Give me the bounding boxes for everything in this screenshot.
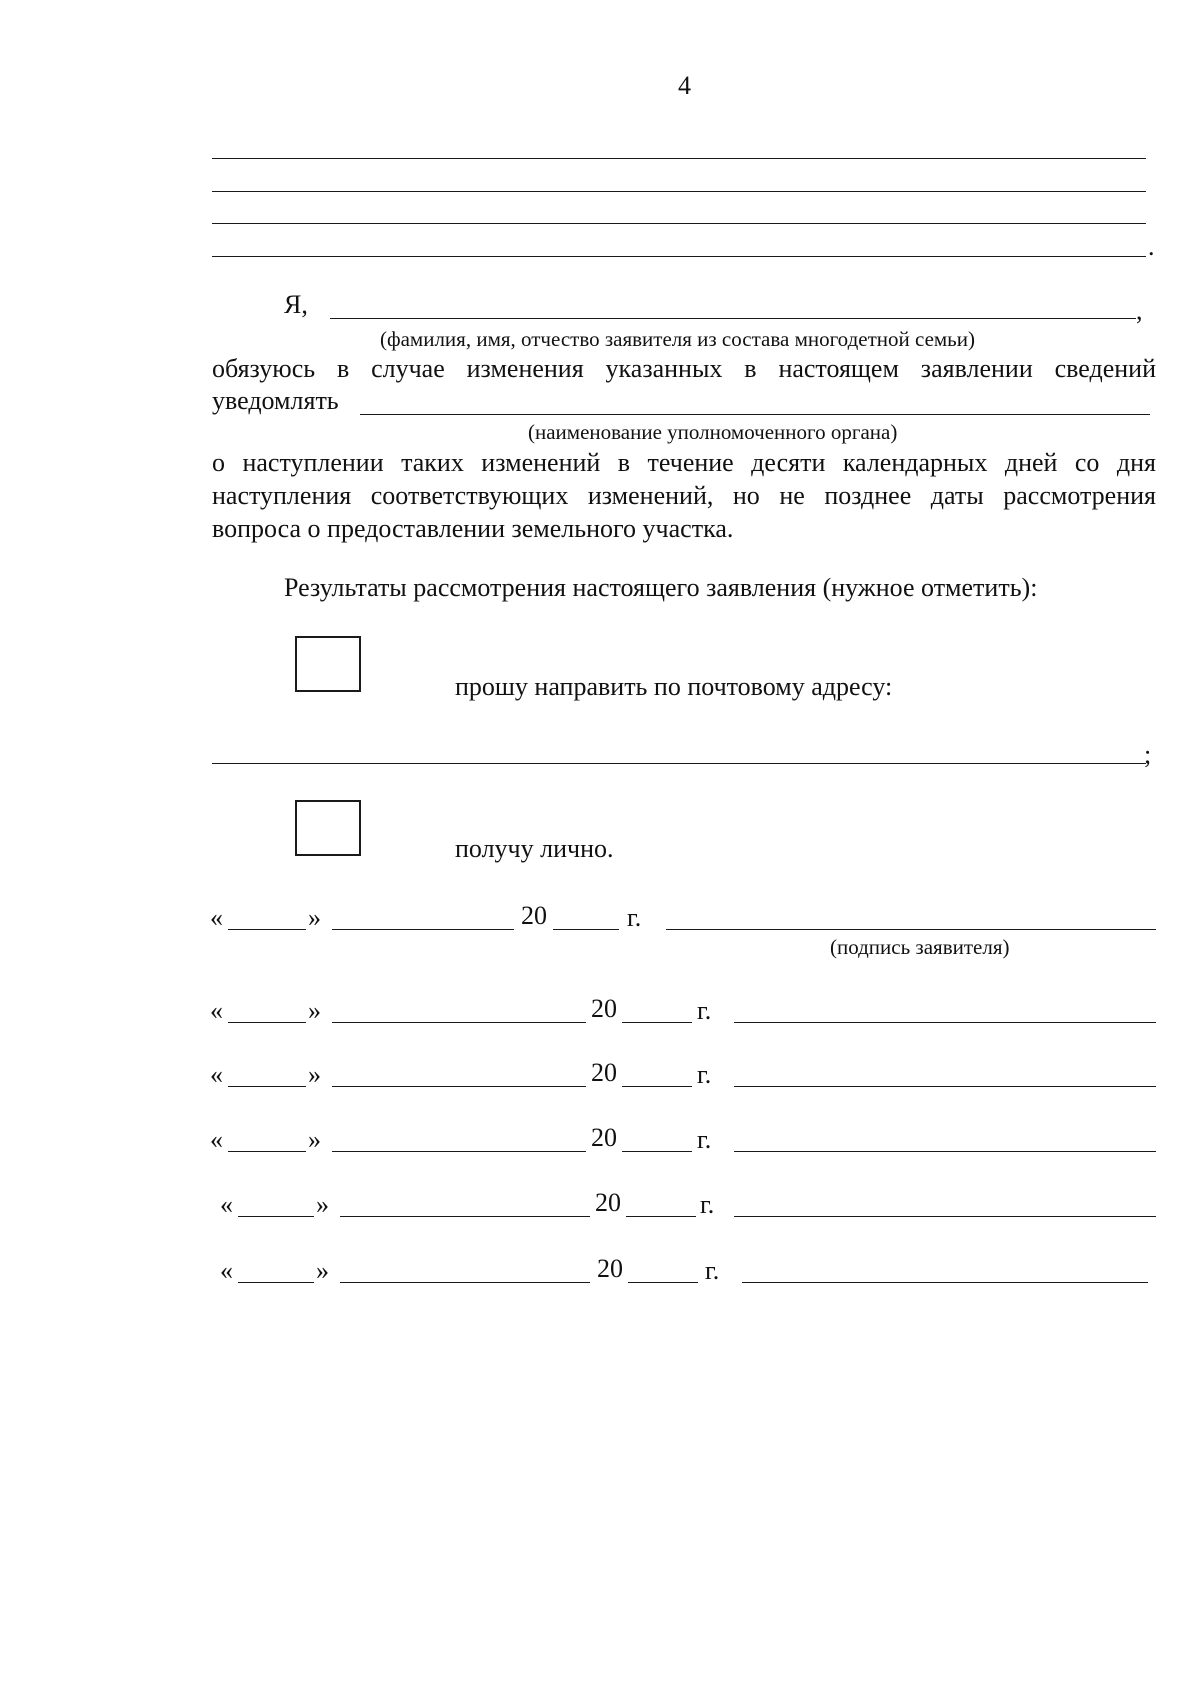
month-field[interactable] [340,1216,590,1217]
year-suffix: г. [697,1060,712,1089]
day-field[interactable] [238,1216,314,1217]
checkbox-personal[interactable] [295,800,361,856]
address-semicolon: ; [1144,740,1152,769]
authority-field[interactable] [360,414,1150,415]
authority-caption: (наименование уполномоченного органа) [528,420,898,444]
day-field[interactable] [228,1086,306,1087]
notify-prefix: уведомлять [212,386,339,415]
fill-line-2[interactable] [212,191,1146,192]
obligation-line-1: обязуюсь в случае изменения указанных в настоящем заявлении сведений [212,354,1156,383]
year-prefix: 20 [595,1188,621,1217]
year-prefix: 20 [591,1058,617,1087]
address-field[interactable] [212,763,1146,764]
year-suffix: г. [697,996,712,1025]
date-open-quote: « [210,1060,223,1089]
year-field[interactable] [622,1151,692,1152]
fill-lines-period: . [1148,232,1155,261]
year-prefix: 20 [591,994,617,1023]
year-suffix: г. [700,1190,715,1219]
page-number: 4 [678,71,691,100]
year-field[interactable] [622,1022,692,1023]
applicant-prefix: Я, [284,290,308,319]
year-prefix: 20 [591,1123,617,1152]
applicant-suffix: , [1136,296,1143,325]
obligation-line-3: наступления соответствующих изменений, но не позднее даты рассмотрения [212,481,1156,510]
option-personal-label: получу лично. [455,834,614,863]
day-field[interactable] [228,1022,306,1023]
applicant-caption: (фамилия, имя, отчество заявителя из состава многодетной семьи) [380,327,975,351]
date-close-quote: » [316,1190,329,1219]
fill-line-3[interactable] [212,223,1146,224]
month-field[interactable] [332,929,514,930]
day-field[interactable] [228,1151,306,1152]
obligation-line-2: о наступлении таких изменений в течение десяти календарных дней со дня [212,448,1156,477]
month-field[interactable] [332,1022,586,1023]
month-field[interactable] [332,1151,586,1152]
date-open-quote: « [220,1190,233,1219]
date-close-quote: » [316,1256,329,1285]
year-field[interactable] [622,1086,692,1087]
date-close-quote: » [308,996,321,1025]
year-prefix: 20 [597,1254,623,1283]
signature-field[interactable] [742,1282,1148,1283]
year-prefix: 20 [521,901,547,930]
obligation-line-4: вопроса о предоставлении земельного участка. [212,514,734,543]
year-field[interactable] [628,1282,698,1283]
day-field[interactable] [238,1282,314,1283]
date-open-quote: « [210,996,223,1025]
signature-field[interactable] [734,1151,1156,1152]
checkbox-mail[interactable] [295,636,361,692]
date-open-quote: « [210,1125,223,1154]
fill-line-1[interactable] [212,158,1146,159]
month-field[interactable] [340,1282,590,1283]
date-close-quote: » [308,903,321,932]
signature-field[interactable] [666,929,1156,930]
signature-field[interactable] [734,1216,1156,1217]
option-mail-label: прошу направить по почтовому адресу: [455,672,893,701]
date-close-quote: » [308,1125,321,1154]
signature-caption: (подпись заявителя) [830,935,1010,959]
date-close-quote: » [308,1060,321,1089]
year-suffix: г. [627,903,642,932]
year-suffix: г. [705,1256,720,1285]
date-open-quote: « [220,1256,233,1285]
year-suffix: г. [697,1125,712,1154]
fill-line-4[interactable] [212,256,1146,257]
signature-field[interactable] [734,1086,1156,1087]
month-field[interactable] [332,1086,586,1087]
date-open-quote: « [210,903,223,932]
day-field[interactable] [228,929,306,930]
applicant-name-field[interactable] [330,318,1136,319]
year-field[interactable] [553,929,619,930]
year-field[interactable] [626,1216,696,1217]
results-heading: Результаты рассмотрения настоящего заявления (нужное отметить): [284,573,1038,602]
signature-field[interactable] [734,1022,1156,1023]
